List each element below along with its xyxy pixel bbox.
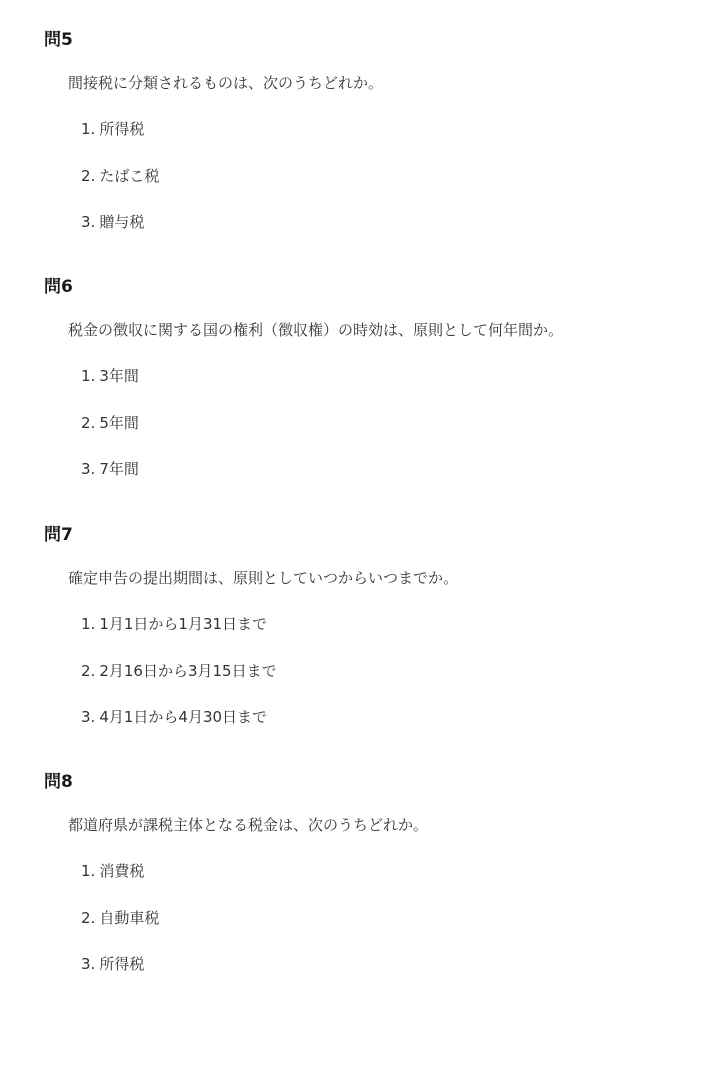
- option-number: 3.: [81, 213, 96, 231]
- option-number: 1.: [81, 367, 96, 385]
- option-label: たばこ税: [99, 167, 160, 185]
- option-label: 7年間: [99, 460, 139, 478]
- option-label: 所得税: [99, 120, 145, 138]
- option-item[interactable]: [81, 212, 144, 232]
- option-item[interactable]: [81, 119, 144, 139]
- option-item[interactable]: [81, 459, 139, 479]
- option-number: 2.: [81, 909, 96, 927]
- option-label: 贈与税: [99, 213, 145, 231]
- option-item[interactable]: [81, 908, 159, 928]
- option-label: 4月1日から4月30日まで: [99, 708, 268, 726]
- option-number: 1.: [81, 862, 96, 880]
- question-heading: 問7: [44, 525, 73, 545]
- option-label: 所得税: [99, 955, 145, 973]
- option-number: 1.: [81, 615, 96, 633]
- option-item[interactable]: [81, 614, 267, 634]
- question-heading: 問5: [44, 30, 73, 50]
- option-number: 2.: [81, 662, 96, 680]
- option-number: 3.: [81, 460, 96, 478]
- question-text: 確定申告の提出期間は、原則としていつからいつまでか。: [68, 569, 459, 587]
- option-number: 2.: [81, 414, 96, 432]
- option-item[interactable]: [81, 954, 144, 974]
- option-number: 3.: [81, 955, 96, 973]
- option-label: 消費税: [99, 862, 145, 880]
- question-text: 都道府県が課税主体となる税金は、次のうちどれか。: [68, 816, 429, 834]
- option-item[interactable]: [81, 661, 277, 681]
- option-item[interactable]: [81, 166, 159, 186]
- option-item[interactable]: [81, 413, 139, 433]
- option-number: 1.: [81, 120, 96, 138]
- option-item[interactable]: [81, 861, 144, 881]
- question-heading: 問6: [44, 277, 73, 297]
- option-label: 自動車税: [99, 909, 160, 927]
- option-label: 2月16日から3月15日まで: [99, 662, 277, 680]
- question-heading: 問8: [44, 772, 73, 792]
- option-item[interactable]: [81, 707, 267, 727]
- option-number: 2.: [81, 167, 96, 185]
- option-label: 5年間: [99, 414, 139, 432]
- question-text: 間接税に分類されるものは、次のうちどれか。: [68, 74, 384, 92]
- question-text: 税金の徴収に関する国の権利（徴収権）の時効は、原則として何年間か。: [68, 321, 564, 339]
- option-item[interactable]: [81, 366, 139, 386]
- option-label: 1月1日から1月31日まで: [99, 615, 268, 633]
- option-number: 3.: [81, 708, 96, 726]
- option-label: 3年間: [99, 367, 139, 385]
